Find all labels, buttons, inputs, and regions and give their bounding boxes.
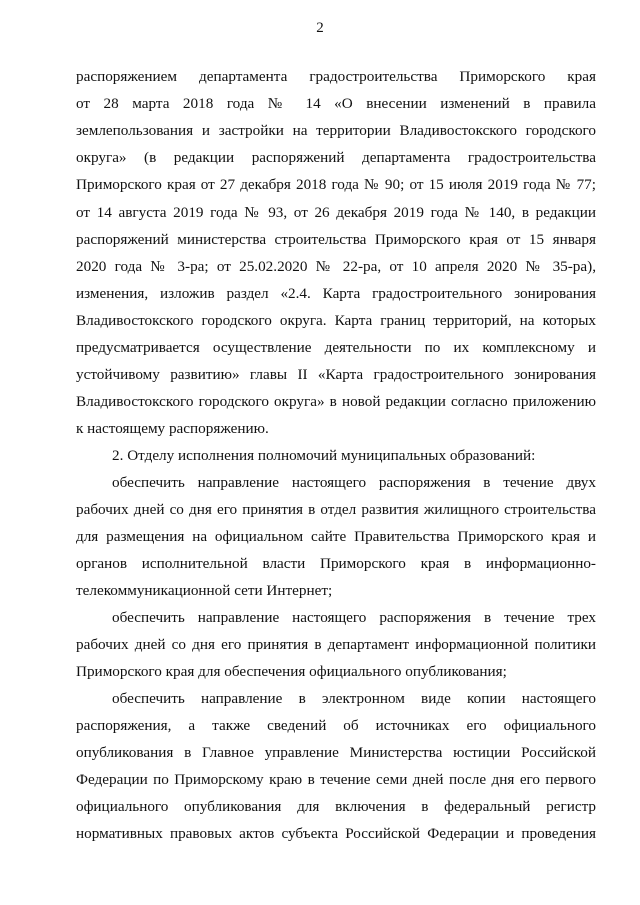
text-line: устойчивому развитию» главы II «Карта градостроительного зонирования [76, 366, 596, 383]
page-number: 2 [316, 20, 324, 36]
text-line: округа» (в редакции распоряжений департамента градостроительства [76, 149, 596, 166]
text-line: к настоящему распоряжению. [76, 420, 269, 437]
text-line: обеспечить направление настоящего распоряжения в течение трех [112, 609, 596, 626]
text-line: Приморского края для обеспечения официального опубликования; [76, 663, 507, 680]
text-line: от 28 марта 2018 года № 14 «О внесении изменений в правила [76, 95, 596, 112]
text-line: органов исполнительной власти Приморского края в информационно- [76, 555, 596, 572]
text-line: изменения, изложив раздел «2.4. Карта градостроительного зонирования [76, 285, 596, 302]
text-line: обеспечить направление настоящего распоряжения в течение двух [112, 474, 596, 491]
text-line: Владивостокского городского округа» в новой редакции согласно приложению [76, 393, 596, 410]
text-line: Федерации по Приморскому краю в течение семи дней после дня его первого [76, 771, 596, 788]
text-line: распоряжений министерства строительства Приморского края от 15 января [76, 231, 596, 248]
text-line: Приморского края от 27 декабря 2018 года № 90; от 15 июля 2019 года № 77; [76, 176, 596, 193]
text-line: распоряжения, а также сведений об источниках его официального [76, 717, 596, 734]
text-line: нормативных правовых актов субъекта Российской Федерации и проведения [76, 825, 596, 842]
text-line: обеспечить направление в электронном виде копии настоящего [112, 690, 596, 707]
text-line: рабочих дней со дня его принятия в отдел развития жилищного строительства [76, 501, 596, 518]
text-line: рабочих дней со дня его принятия в департамент информационной политики [76, 636, 596, 653]
text-line: 2020 года № 3-ра; от 25.02.2020 № 22-ра, от 10 апреля 2020 № 35-ра), [76, 258, 596, 275]
text-line: распоряжением департамента градостроительства Приморского края [76, 68, 596, 85]
paragraph-heading: 2. Отделу исполнения полномочий муниципальных образований: [112, 447, 536, 464]
text-line: землепользования и застройки на территории Владивостокского городского [76, 122, 596, 139]
text-line: официального опубликования для включения в федеральный регистр [76, 798, 596, 815]
text-line: от 14 августа 2019 года № 93, от 26 декабря 2019 года № 140, в редакции [76, 204, 596, 221]
text-line: телекоммуникационной сети Интернет; [76, 582, 333, 599]
text-line: опубликования в Главное управление Министерства юстиции Российской [76, 744, 596, 761]
text-line: для размещения на официальном сайте Правительства Приморского края и [76, 528, 596, 545]
text-line: Владивостокского городского округа. Карта границ территорий, на которых [76, 312, 596, 329]
text-line: предусматривается осуществление деятельности по их комплексному и [76, 339, 596, 356]
